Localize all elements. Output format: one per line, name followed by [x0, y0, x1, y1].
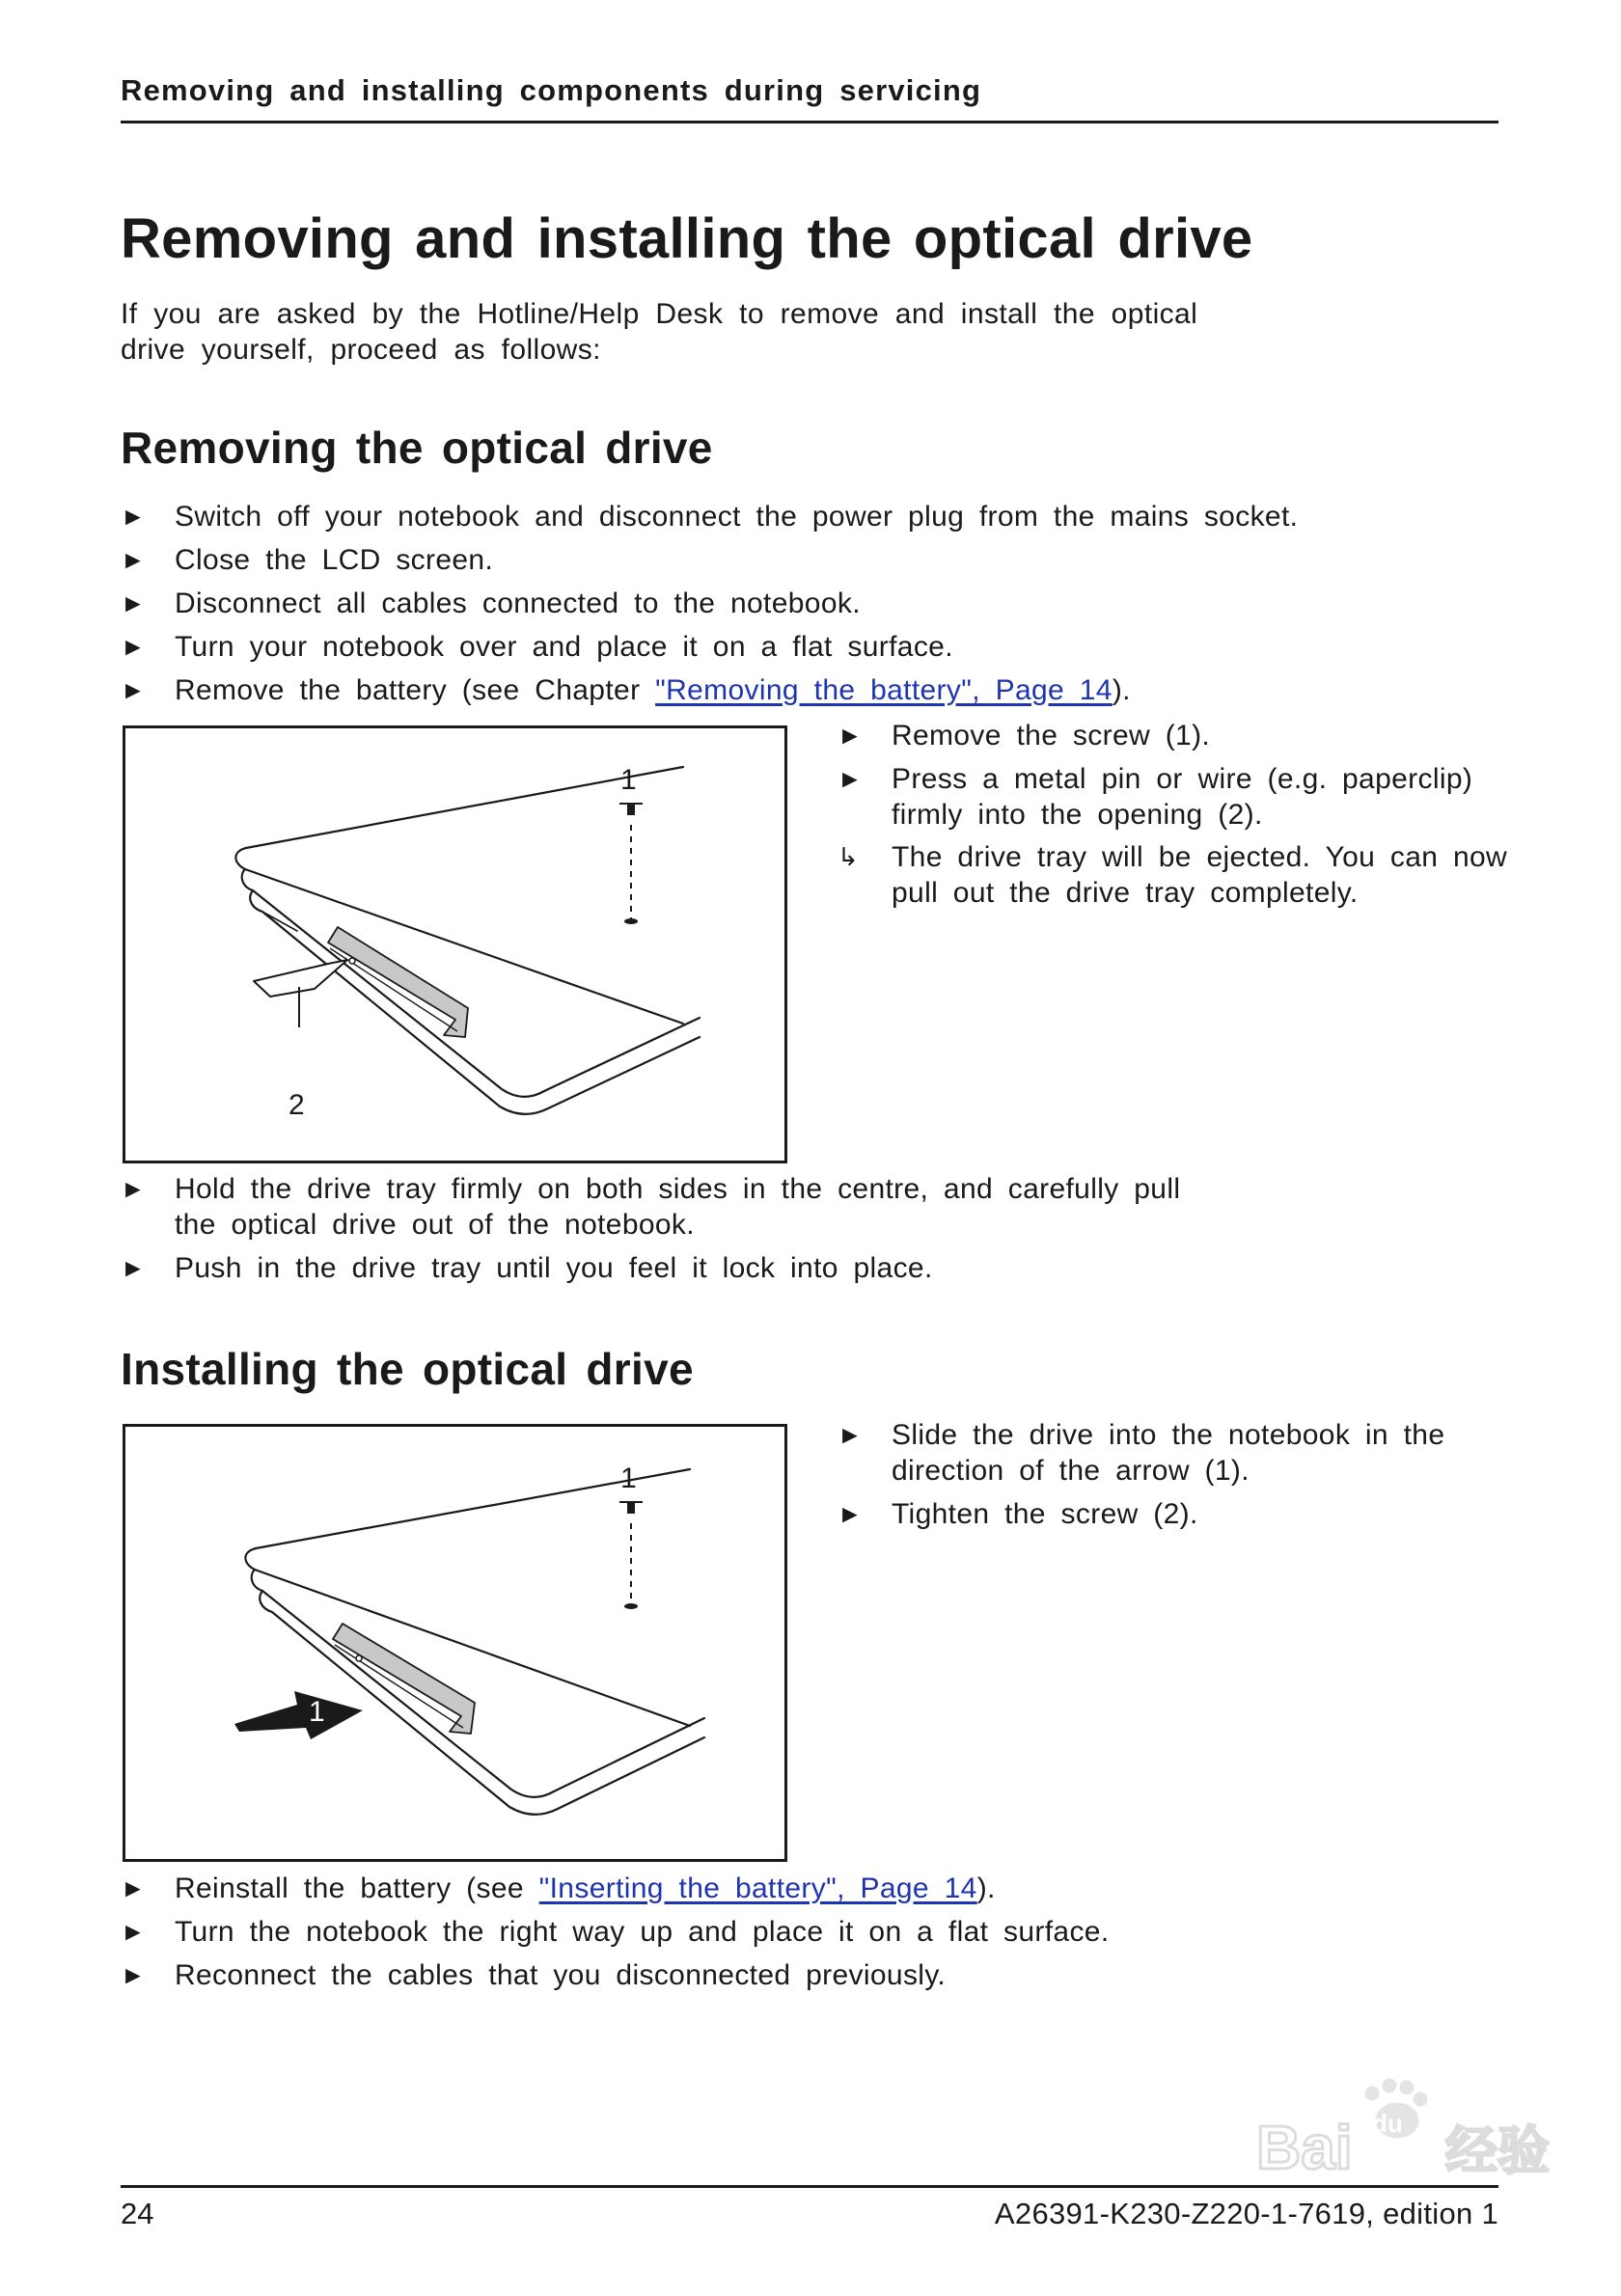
watermark-paw: du	[1372, 2109, 1403, 2138]
removing-step	[121, 629, 1510, 665]
removing-step	[121, 1250, 1230, 1286]
step-marker: ►	[838, 1499, 864, 1528]
intro-paragraph: If you are asked by the Hotline/Help Desk to remove and install the optical drive yourself, proceed as follows:	[121, 298, 1198, 366]
step-marker: ►	[121, 1873, 147, 1902]
step-text-suffix: ).	[1112, 674, 1131, 706]
step-text: Turn the notebook the right way up and place it on a flat surface.	[175, 1916, 1110, 1948]
step-marker: ►	[838, 1420, 864, 1449]
removing-step	[121, 499, 1510, 534]
removing-step	[121, 586, 1510, 621]
removing-heading: Removing the optical drive	[121, 423, 713, 473]
step-text: Reinstall the battery (see	[175, 1872, 539, 1904]
header-rule	[121, 121, 1498, 123]
result-text: The drive tray will be ejected. You can now pull out the drive tray completely.	[892, 841, 1508, 909]
footer-rule	[121, 2185, 1498, 2188]
result-step	[838, 839, 1513, 911]
step-text: Tighten the screw (2).	[892, 1498, 1198, 1530]
step-text: Switch off your notebook and disconnect the power plug from the mains socket.	[175, 501, 1299, 533]
installing-step	[121, 1957, 1510, 1993]
step-text: Turn your notebook over and place it on a flat surface.	[175, 631, 953, 663]
side-step	[838, 761, 1513, 833]
callout-arrow: 1	[309, 1696, 325, 1728]
callout-screw: 1	[620, 1462, 637, 1494]
step-marker: ►	[121, 1917, 147, 1946]
side-step	[838, 1496, 1513, 1532]
step-marker: ►	[121, 1960, 147, 1989]
step-marker: ►	[121, 545, 147, 574]
inserting-battery-link[interactable]: "Inserting the battery", Page 14	[538, 1872, 977, 1904]
document-id: A26391-K230-Z220-1-7619, edition 1	[994, 2197, 1498, 2230]
result-marker: ↳	[838, 842, 860, 871]
side-step	[838, 718, 1513, 753]
step-marker: ►	[838, 764, 864, 793]
callout-opening: 2	[288, 1089, 305, 1121]
installation-illustration	[123, 1424, 787, 1862]
step-marker: ►	[121, 632, 147, 661]
step-text: Hold the drive tray firmly on both sides in the centre, and carefully pull the optical drive out of the notebook.	[175, 1173, 1181, 1241]
removing-step	[121, 542, 1510, 578]
removal-illustration	[123, 725, 787, 1163]
step-text: Remove the screw (1).	[892, 720, 1211, 752]
step-marker: ►	[121, 588, 147, 617]
step-text: Close the LCD screen.	[175, 544, 494, 576]
step-text: Remove the battery (see Chapter	[175, 674, 656, 706]
step-marker: ►	[121, 1174, 147, 1203]
step-marker: ►	[121, 1253, 147, 1282]
watermark-brand: Bai	[1256, 2113, 1353, 2182]
notebook-underside-drawing	[125, 1427, 784, 1859]
removing-battery-link[interactable]: "Removing the battery", Page 14	[655, 674, 1113, 706]
notebook-underside-drawing	[125, 728, 784, 1161]
step-text: Slide the drive into the notebook in the direction of the arrow (1).	[892, 1419, 1445, 1487]
watermark-graphic	[1256, 2072, 1565, 2188]
page-number: 24	[121, 2197, 154, 2230]
callout-screw: 1	[620, 764, 637, 796]
step-marker: ►	[838, 721, 864, 750]
step-text: Reconnect the cables that you disconnected previously.	[175, 1959, 947, 1991]
baidu-watermark-logo	[1256, 2072, 1565, 2188]
step-text: Push in the drive tray until you feel it lock into place.	[175, 1252, 933, 1284]
reinstall-battery-step	[121, 1871, 1510, 1906]
installing-heading: Installing the optical drive	[121, 1344, 694, 1394]
step-text: Press a metal pin or wire (e.g. paperclip) firmly into the opening (2).	[892, 763, 1473, 831]
remove-battery-step	[121, 672, 1510, 708]
running-header: Removing and installing components during servicing	[121, 73, 982, 107]
step-marker: ►	[121, 675, 147, 704]
step-text-suffix: ).	[976, 1872, 996, 1904]
step-text: Disconnect all cables connected to the notebook.	[175, 588, 861, 619]
step-marker: ►	[121, 502, 147, 531]
page-title: Removing and installing the optical drive	[121, 207, 1253, 270]
side-step	[838, 1417, 1513, 1489]
installing-step	[121, 1914, 1510, 1950]
watermark-suffix: 经验	[1445, 2120, 1550, 2181]
removing-step	[121, 1171, 1230, 1243]
